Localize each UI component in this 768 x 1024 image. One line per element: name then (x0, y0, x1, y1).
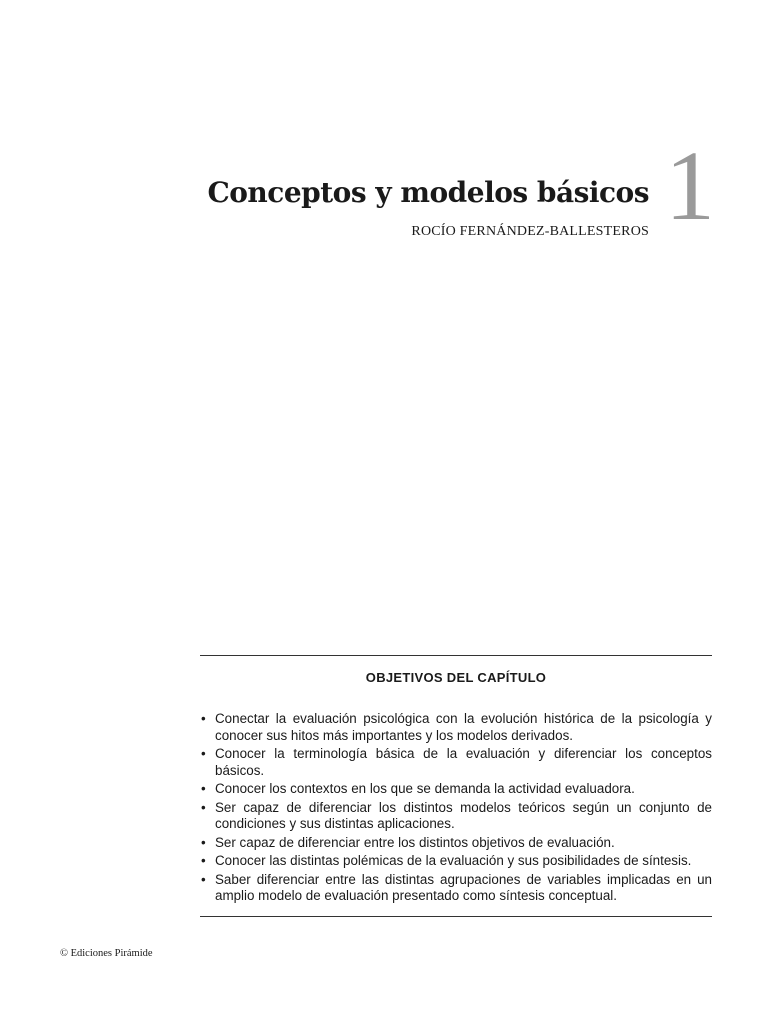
objective-text: Ser capaz de diferenciar entre los distintos objetivos de evaluación. (215, 834, 615, 850)
bullet-icon: • (201, 853, 206, 868)
objective-item (200, 800, 712, 833)
objective-item (200, 872, 712, 905)
chapter-title: Conceptos y modelos básicos (207, 176, 649, 209)
objectives-heading: OBJETIVOS DEL CAPÍTULO (365, 670, 547, 685)
bullet-icon: • (201, 799, 206, 815)
objective-text: Ser capaz de diferenciar los distintos modelos teóricos según un conjunto de condiciones y sus distintas aplicaciones. (215, 799, 712, 831)
chapter-objectives-box (200, 655, 712, 917)
chapter-header (200, 130, 715, 260)
objective-text: Conectar la evaluación psicológica con la evolución histórica de la psicología y conocer sus hitos más importantes y los modelos derivados. (215, 711, 712, 743)
footer-copyright: © Ediciones Pirámide (60, 948, 153, 959)
objective-text: Saber diferenciar entre las distintas agrupaciones de variables implicadas en un amplio modelo de evaluación presentado como síntesis conceptual. (215, 871, 712, 903)
bullet-icon: • (201, 711, 206, 726)
objective-text: Conocer la terminología básica de la evaluación y diferenciar los conceptos básicos. (215, 746, 712, 778)
chapter-number: 1 (665, 130, 715, 241)
objective-item (200, 853, 712, 870)
chapter-author: ROCÍO FERNÁNDEZ-BALLESTEROS (411, 224, 649, 239)
bullet-icon: • (201, 781, 206, 796)
objective-item (200, 835, 712, 852)
objectives-list (200, 711, 712, 905)
top-divider (200, 655, 712, 656)
bottom-divider (200, 916, 712, 917)
objective-text: Conocer los contextos en los que se demanda la actividad evaluadora. (215, 781, 635, 796)
objective-item (200, 746, 712, 779)
objective-item (200, 711, 712, 744)
objective-text: Conocer las distintas polémicas de la evaluación y sus posibilidades de síntesis. (215, 853, 692, 868)
bullet-icon: • (201, 871, 206, 887)
bullet-icon: • (201, 746, 206, 761)
objective-item (200, 781, 712, 798)
bullet-icon: • (201, 834, 206, 850)
